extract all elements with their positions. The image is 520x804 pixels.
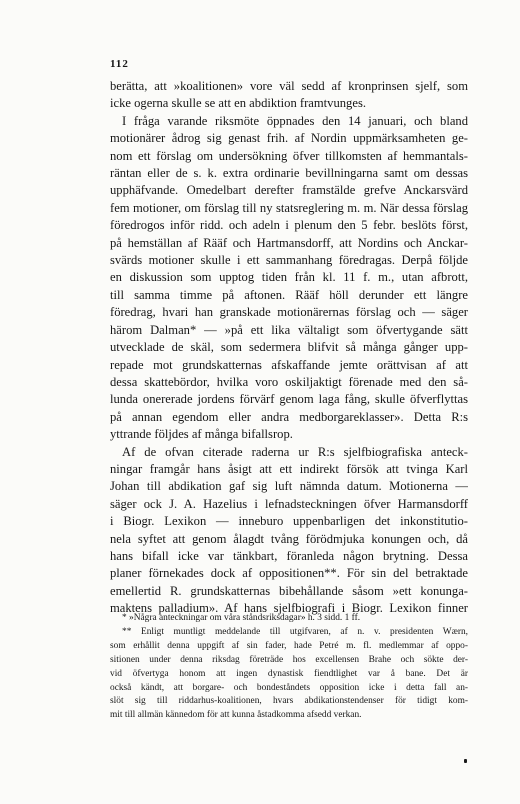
text-line: planer förnekades dock af oppositionen**. För sin del betraktade [110, 566, 468, 581]
text-line: i Biogr. Lexikon — inneburo uppenbarligen det inkonstitutio- [110, 514, 468, 529]
text-line: på annan egendom eller andra medborgareklasser». Detta R:s [110, 409, 468, 424]
footnote-line: vid öfvertyga honom att ingen dynastisk fiendtlighet var å bane. Det är [110, 668, 468, 679]
text-line: säger ock J. A. Hazelius i lefnadsteckningen öfver Harmansdorff [110, 496, 468, 511]
text-line: I fråga varande riksmöte öppnades den 14 januari, och bland [122, 113, 468, 128]
text-line: utvecklade de skäl, som sedermera blifvit så många gånger upp- [110, 340, 468, 355]
text-line: på hemställan af Rääf och Hartmansdorff, att Nordins och Anckar- [110, 235, 468, 250]
ink-speck [464, 759, 467, 763]
page-number: 112 [110, 58, 129, 70]
text-line: yttrande följdes af många bifallsrop. [110, 427, 293, 442]
footnote-line: * »Några anteckningar om våra ståndsriksdagar» h. 3 sidd. 1 ff. [122, 613, 361, 623]
text-line: till samma timme på aftonen. Rääf höll derunder ett längre [110, 287, 468, 302]
text-line: repade mot grundskatternas afskaffande jemte orättvisan af att [110, 357, 468, 372]
footnote-line: mit till allmän kännedom för att kunna åstadkomma afsedd verkan. [110, 710, 362, 721]
text-line: härom Dalman* — »på ett lika vältaligt som öfvertygande sätt [110, 322, 468, 337]
footnote-line: också kändt, att borgare- och bondeståndets opposition icke i detta fall an- [110, 682, 468, 693]
footnote-line: som erhållit denna uppgift af sin fader, hade Petré m. fl. medlemmar af oppo- [110, 640, 468, 651]
text-line: en diskussion som upptog tiden från kl. 11 f. m., utan afbrott, [110, 270, 468, 285]
text-line: svärds motioner skulle i ett sammanhang föredragas. Derpå följde [110, 253, 468, 268]
text-line: dessa skattebördor, hvilka voro oskiljaktigt förenade med den så- [110, 374, 468, 389]
footnote-line: sitionen under denna riksdag företräde hos excellensen Brahe och sökte der- [110, 654, 468, 665]
text-line: Johan till abdikation gaf sig luft nämnda datum. Motionerna — [110, 479, 468, 494]
text-line: maktens palladium». Af hans sjelfbiografi i Biogr. Lexikon finner [110, 601, 468, 616]
text-line: nela syftet att genom ålagdt tvång förödmjuka konungen och, då [110, 531, 468, 546]
body-text [110, 78, 468, 618]
text-line: fem motioner, om förslag till ny statsreglering m. m. När dessa förslag [110, 200, 468, 215]
text-line: berätta, att »koalitionen» vore väl sedd af kronprinsen sjelf, som [110, 79, 468, 93]
text-line: föredrogos inför ridd. och adeln i plenum den 5 febr. beslöts först, [110, 218, 468, 233]
text-line: hans bifall icke var tänkbart, föranleda någon brytning. Dessa [110, 548, 468, 563]
text-line: lunda onererade jordens förvärf genom laga fång, skulle öfverflyttas [110, 392, 468, 407]
footnotes [110, 612, 468, 723]
text-line: motionärer ådrog sig genast frih. af Nordin uppmärksamheten ge- [110, 131, 468, 146]
text-line: räntan eller de s. k. extra ordinarie bevillningarna samt om dessas [110, 166, 468, 181]
footnote-line: slöt sig till riddarhus-koalitionen, hvars abdikationstendenser för tidigt kom- [110, 696, 468, 707]
footnote-line: ** Enligt muntligt meddelande till utgifvaren, af n. v. presidenten Wærn, [122, 626, 468, 637]
text-line: föredrag, hvari han granskade motionärernas förslag och — säger [110, 305, 468, 320]
text-line: ningar framgår hans åsigt att ett indirekt försök att tvinga Karl [110, 461, 468, 476]
text-line: upphäfvande. Omedelbart derefter framstälde grefve Anckarsvärd [110, 183, 468, 198]
text-line: Af de ofvan citerade raderna ur R:s sjelfbiografiska anteck- [122, 444, 468, 459]
text-line: emellertid R. grundskatternas bibehållande såsom »ett konunga- [110, 583, 468, 598]
text-line: nom ett förslag om undersökning öfver tillkomsten af hemmantals- [110, 148, 468, 163]
text-line: icke ogerna skulle se att en abdiktion framtvunges. [110, 96, 366, 111]
